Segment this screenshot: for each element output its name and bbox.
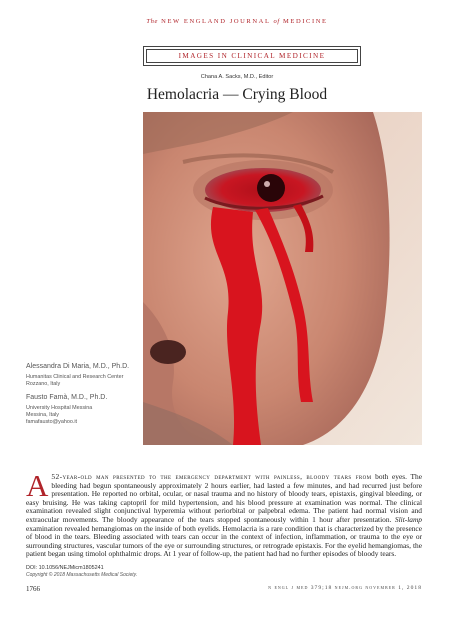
author-name: Alessandra Di Maria, M.D., Ph.D.	[26, 363, 130, 370]
footer-citation: n engl j med 379;18 nejm.org november 1, 2018	[268, 585, 422, 591]
editor-line: Chana A. Sacks, M.D., Editor	[200, 74, 274, 80]
author-affiliation: Messina, Italy	[26, 412, 59, 418]
crying-blood-photo	[143, 112, 422, 445]
body-text-2: examination revealed hemangiomas on the inside of both eyelids. Hemolacria is a rare condition that is characterized by the presence of blood in the tears. Bleeding associated with tears can occur in the context of infection, inflammation, or trauma to the eye or surrounding structures, vascular tumors of the eye or surrounding structures, or retrograde epistaxis. For the eyelid hemangiomas, the patient began using timolol ophthalmic drops. At 1 year of follow-up, the patient had had no further episodes of bloody tears.	[26, 523, 422, 559]
author-email[interactable]: famafausto@yahoo.it	[26, 419, 78, 425]
author-affiliation: University Hospital Messina	[26, 405, 93, 411]
journal-prefix: The	[146, 18, 158, 25]
italic-term: Slit-lamp	[394, 514, 422, 524]
nostril	[150, 340, 186, 364]
iris	[257, 174, 285, 202]
section-banner	[143, 46, 361, 66]
author-1	[26, 363, 138, 388]
article-title: Hemolacria — Crying Blood	[146, 86, 328, 103]
lead-in: 52-year-old man presented to the emergency department with painless, bloody tears from	[51, 472, 372, 481]
journal-header	[0, 18, 474, 25]
body-text-1: both eyes. The bleeding had begun spontaneously approximately 2 hours earlier, had lasted a few minutes, and had recurred just before presentation. He reported no orbital, ocular, or nasal trauma and no history of bloody tears, epistaxis, gingival bleeding, or easy bruising. He was taking captopril for mild hypertension, and his blood pressure at examination was normal. The clinical examination revealed slight conjunctival hyperemia without periorbital or palpebral edema. The patient had normal vision and extraocular movements. The bloody appearance of the tears stopped spontaneously within 1 hour after presentation.	[26, 472, 422, 524]
drop-cap: A	[26, 468, 49, 503]
eye-reflection	[264, 181, 270, 187]
clinical-photo	[143, 112, 422, 445]
author-list	[26, 363, 138, 432]
author-affiliation: Rozzano, Italy	[26, 381, 61, 387]
journal-of: of	[273, 18, 280, 25]
author-name: Fausto Famà, M.D., Ph.D.	[26, 394, 108, 401]
copyright: Copyright © 2018 Massachusetts Medical Society.	[26, 572, 138, 578]
article-body	[26, 468, 422, 559]
journal-name: NEW ENGLAND JOURNAL	[161, 18, 271, 25]
section-label: IMAGES IN CLINICAL MEDICINE	[146, 49, 358, 63]
journal-suffix: MEDICINE	[283, 18, 328, 25]
doi[interactable]: DOI: 10.1056/NEJMicm1805241	[26, 565, 104, 571]
page-number: 1766	[26, 585, 40, 593]
author-2	[26, 394, 138, 426]
author-affiliation: Humanitas Clinical and Research Center	[26, 374, 124, 380]
